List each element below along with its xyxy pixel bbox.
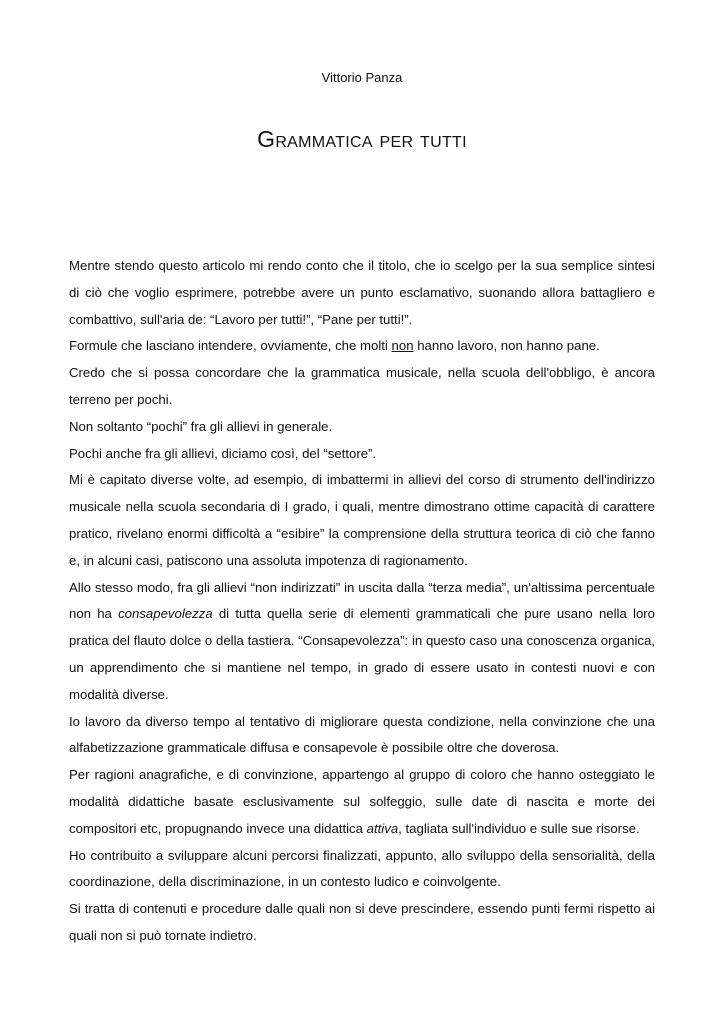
paragraph-text: Per ragioni anagrafiche, e di convinzione, appartengo al gruppo di coloro che hanno osteggiato le modalità didattiche basate esclusivamente sul solfeggio, sulle date di nascita e morte dei compositori etc, propugnando invece una didattica xyxy=(69,767,655,836)
paragraph: Credo che si possa concordare che la grammatica musicale, nella scuola dell'obbligo, è ancora terreno per pochi. xyxy=(69,365,655,407)
italic-word: consapevolezza xyxy=(118,606,213,622)
paragraph-text: di tutta quella serie di elementi grammaticali che pure usano nella loro pratica del flauto dolce o della tastiera. “Consapevolezza”: in questo caso una conoscenza organica, un apprendimento che si mantiene nel tempo, in grado di essere usato in contesti nuovi e con modalità diverse. xyxy=(69,606,656,702)
paragraph-text: , tagliata sull'individuo e sulle sue risorse. xyxy=(398,820,640,836)
paragraph xyxy=(69,333,655,360)
paragraph-text: Formule che lasciano intendere, ovviamente, che molti xyxy=(69,338,392,354)
paragraph: Non soltanto “pochi” fra gli allievi in generale. xyxy=(69,418,333,434)
paragraph: Mentre stendo questo articolo mi rendo conto che il titolo, che io scelgo per la sua semplice sintesi di ciò che voglio esprimere, potrebbe avere un punto esclamativo, suonando allora battagliero e combattivo, sull'aria de: “Lavoro per tutti!”, “Pane per tutti!”. xyxy=(69,258,655,327)
paragraph: Mi è capitato diverse volte, ad esempio, di imbattermi in allievi del corso di strumento dell'indirizzo musicale nella scuola secondaria di I grado, i quali, mentre dimostrano ottime capacità di carattere pratico, rivelano enormi difficoltà a “esibire” la comprensione della struttura teorica di ciò che fanno e, in alcuni casi, patiscono una assoluta impotenza di ragionamento. xyxy=(69,472,655,568)
paragraph: Si tratta di contenuti e procedure dalle quali non si deve prescindere, essendo punti fermi rispetto ai quali non si può tornate indietro. xyxy=(69,901,655,943)
paragraph: Pochi anche fra gli allievi, diciamo così, del “settore”. xyxy=(69,445,377,461)
italic-word: attiva xyxy=(366,820,399,836)
paragraph xyxy=(69,762,655,842)
paragraph xyxy=(69,575,655,709)
underlined-word: non xyxy=(391,338,414,354)
paragraph-text: hanno lavoro, non hanno pane. xyxy=(413,338,600,354)
paragraph: Io lavoro da diverso tempo al tentativo di migliorare questa condizione, nella convinzione che una alfabetizzazione grammaticale diffusa e consapevole è possibile oltre che doverosa. xyxy=(69,713,655,756)
paragraph: Ho contribuito a sviluppare alcuni percorsi finalizzati, appunto, allo sviluppo della sensorialità, della coordinazione, della discriminazione, in un contesto ludico e coinvolgente. xyxy=(69,847,655,890)
author-name: Vittorio Panza xyxy=(321,70,403,85)
paragraph-text: Allo stesso modo, fra gli allievi “non indirizzati” in uscita dalla “terza media”, un'altissima percentuale non ha xyxy=(69,579,655,622)
article-body xyxy=(69,253,655,950)
document-title: Grammatica per tutti xyxy=(257,126,467,152)
